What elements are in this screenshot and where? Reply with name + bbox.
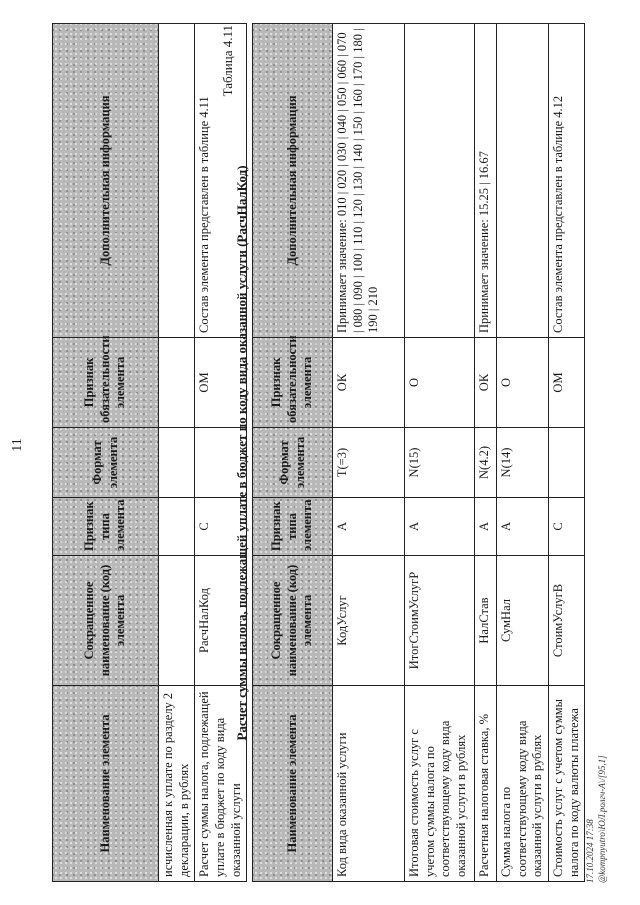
continued-table — [52, 23, 247, 882]
cell: ИтогСтоимУслугР — [405, 556, 475, 686]
cell: Расчет суммы налога, подлежащей уплате в бюджет по коду вида оказанной услуги — [195, 686, 247, 882]
table-number: Таблица 4.11 — [220, 25, 235, 97]
cell: ОМ — [549, 338, 585, 428]
table-row — [549, 24, 585, 882]
table-row — [159, 24, 195, 882]
cell: РасчНалКод — [195, 556, 247, 686]
cell: Состав элемента представлен в таблице 4.11 — [195, 24, 247, 338]
cell — [497, 24, 549, 338]
cell — [159, 338, 195, 428]
cell: О — [405, 338, 475, 428]
cell: Расчетная налоговая ставка, % — [475, 686, 497, 882]
stamp-line: @kompnyutro\ЮЛ.ролгч-А\/[95,1] — [596, 755, 607, 883]
cell: С — [549, 498, 585, 556]
cell — [405, 24, 475, 338]
header-cell: Дополнительная информация — [253, 24, 333, 338]
table-header-row — [53, 24, 159, 882]
header-cell: Сокращенное наименование (код) элемента — [53, 556, 159, 686]
header-cell: Признак типа элемента — [253, 498, 333, 556]
cell — [159, 24, 195, 338]
table-header-row — [253, 24, 333, 882]
cell: N(14) — [497, 428, 549, 498]
cell: Состав элемента представлен в таблице 4.12 — [549, 24, 585, 338]
stamp-line: 17.10.2024 17:38 — [585, 819, 595, 883]
header-cell: Наименование элемента — [253, 686, 333, 882]
table-row — [497, 24, 549, 882]
cell — [159, 556, 195, 686]
header-cell: Формат элемента — [253, 428, 333, 498]
cell: Стоимость услуг с учетом суммы налога по коду валюты платежа — [549, 686, 585, 882]
header-cell: Признак обязательности элемента — [53, 338, 159, 428]
cell: ОК — [475, 338, 497, 428]
header-cell: Дополнительная информация — [53, 24, 159, 338]
header-cell: Наименование элемента — [53, 686, 159, 882]
cell: Сумма налога по соответствующему коду вида оказанной услуги в рублях — [497, 686, 549, 882]
cell: ОК — [333, 338, 405, 428]
cell: С — [195, 498, 247, 556]
cell: А — [333, 498, 405, 556]
cell: Код вида оказанной услуги — [333, 686, 405, 882]
header-cell: Формат элемента — [53, 428, 159, 498]
cell: СтоимУслугВ — [549, 556, 585, 686]
cell: Итоговая стоимость услуг с учетом суммы налога по соответствующему коду вида оказанной услуги в рублях — [405, 686, 475, 882]
cell: А — [475, 498, 497, 556]
table-row — [333, 24, 405, 882]
cell — [159, 428, 195, 498]
header-cell: Признак типа элемента — [53, 498, 159, 556]
print-stamp — [585, 755, 608, 883]
cell: СумНал — [497, 556, 549, 686]
header-cell: Признак обязательности элемента — [253, 338, 333, 428]
cell: исчисленная к уплате по разделу 2 декларации, в рублях — [159, 686, 195, 882]
page-number: 11 — [10, 438, 25, 452]
cell: N(15) — [405, 428, 475, 498]
table-title: Расчет суммы налога, подлежащей уплате в бюджет по коду вида оказанной услуги (РасчНалКод) — [234, 165, 249, 741]
cell: Принимает значение: 15.25 | 16.67 — [475, 24, 497, 338]
cell: А — [405, 498, 475, 556]
cell: N(4.2) — [475, 428, 497, 498]
cell — [549, 428, 585, 498]
table-row — [405, 24, 475, 882]
cell: Принимает значение: 010 | 020 | 030 | 040 | 050 | 060 | 070 | 080 | 090 | 100 | 110 | 120 | 130 | 140 | 150 | 160 | 170 | 180 | 190 | 210 — [333, 24, 405, 338]
cell: T(=3) — [333, 428, 405, 498]
cell: НалСтав — [475, 556, 497, 686]
header-cell: Сокращенное наименование (код) элемента — [253, 556, 333, 686]
cell: КодУслуг — [333, 556, 405, 686]
table-row — [475, 24, 497, 882]
cell — [159, 498, 195, 556]
cell: ОМ — [195, 338, 247, 428]
cell: А — [497, 498, 549, 556]
table-4-11 — [252, 23, 585, 882]
cell: О — [497, 338, 549, 428]
